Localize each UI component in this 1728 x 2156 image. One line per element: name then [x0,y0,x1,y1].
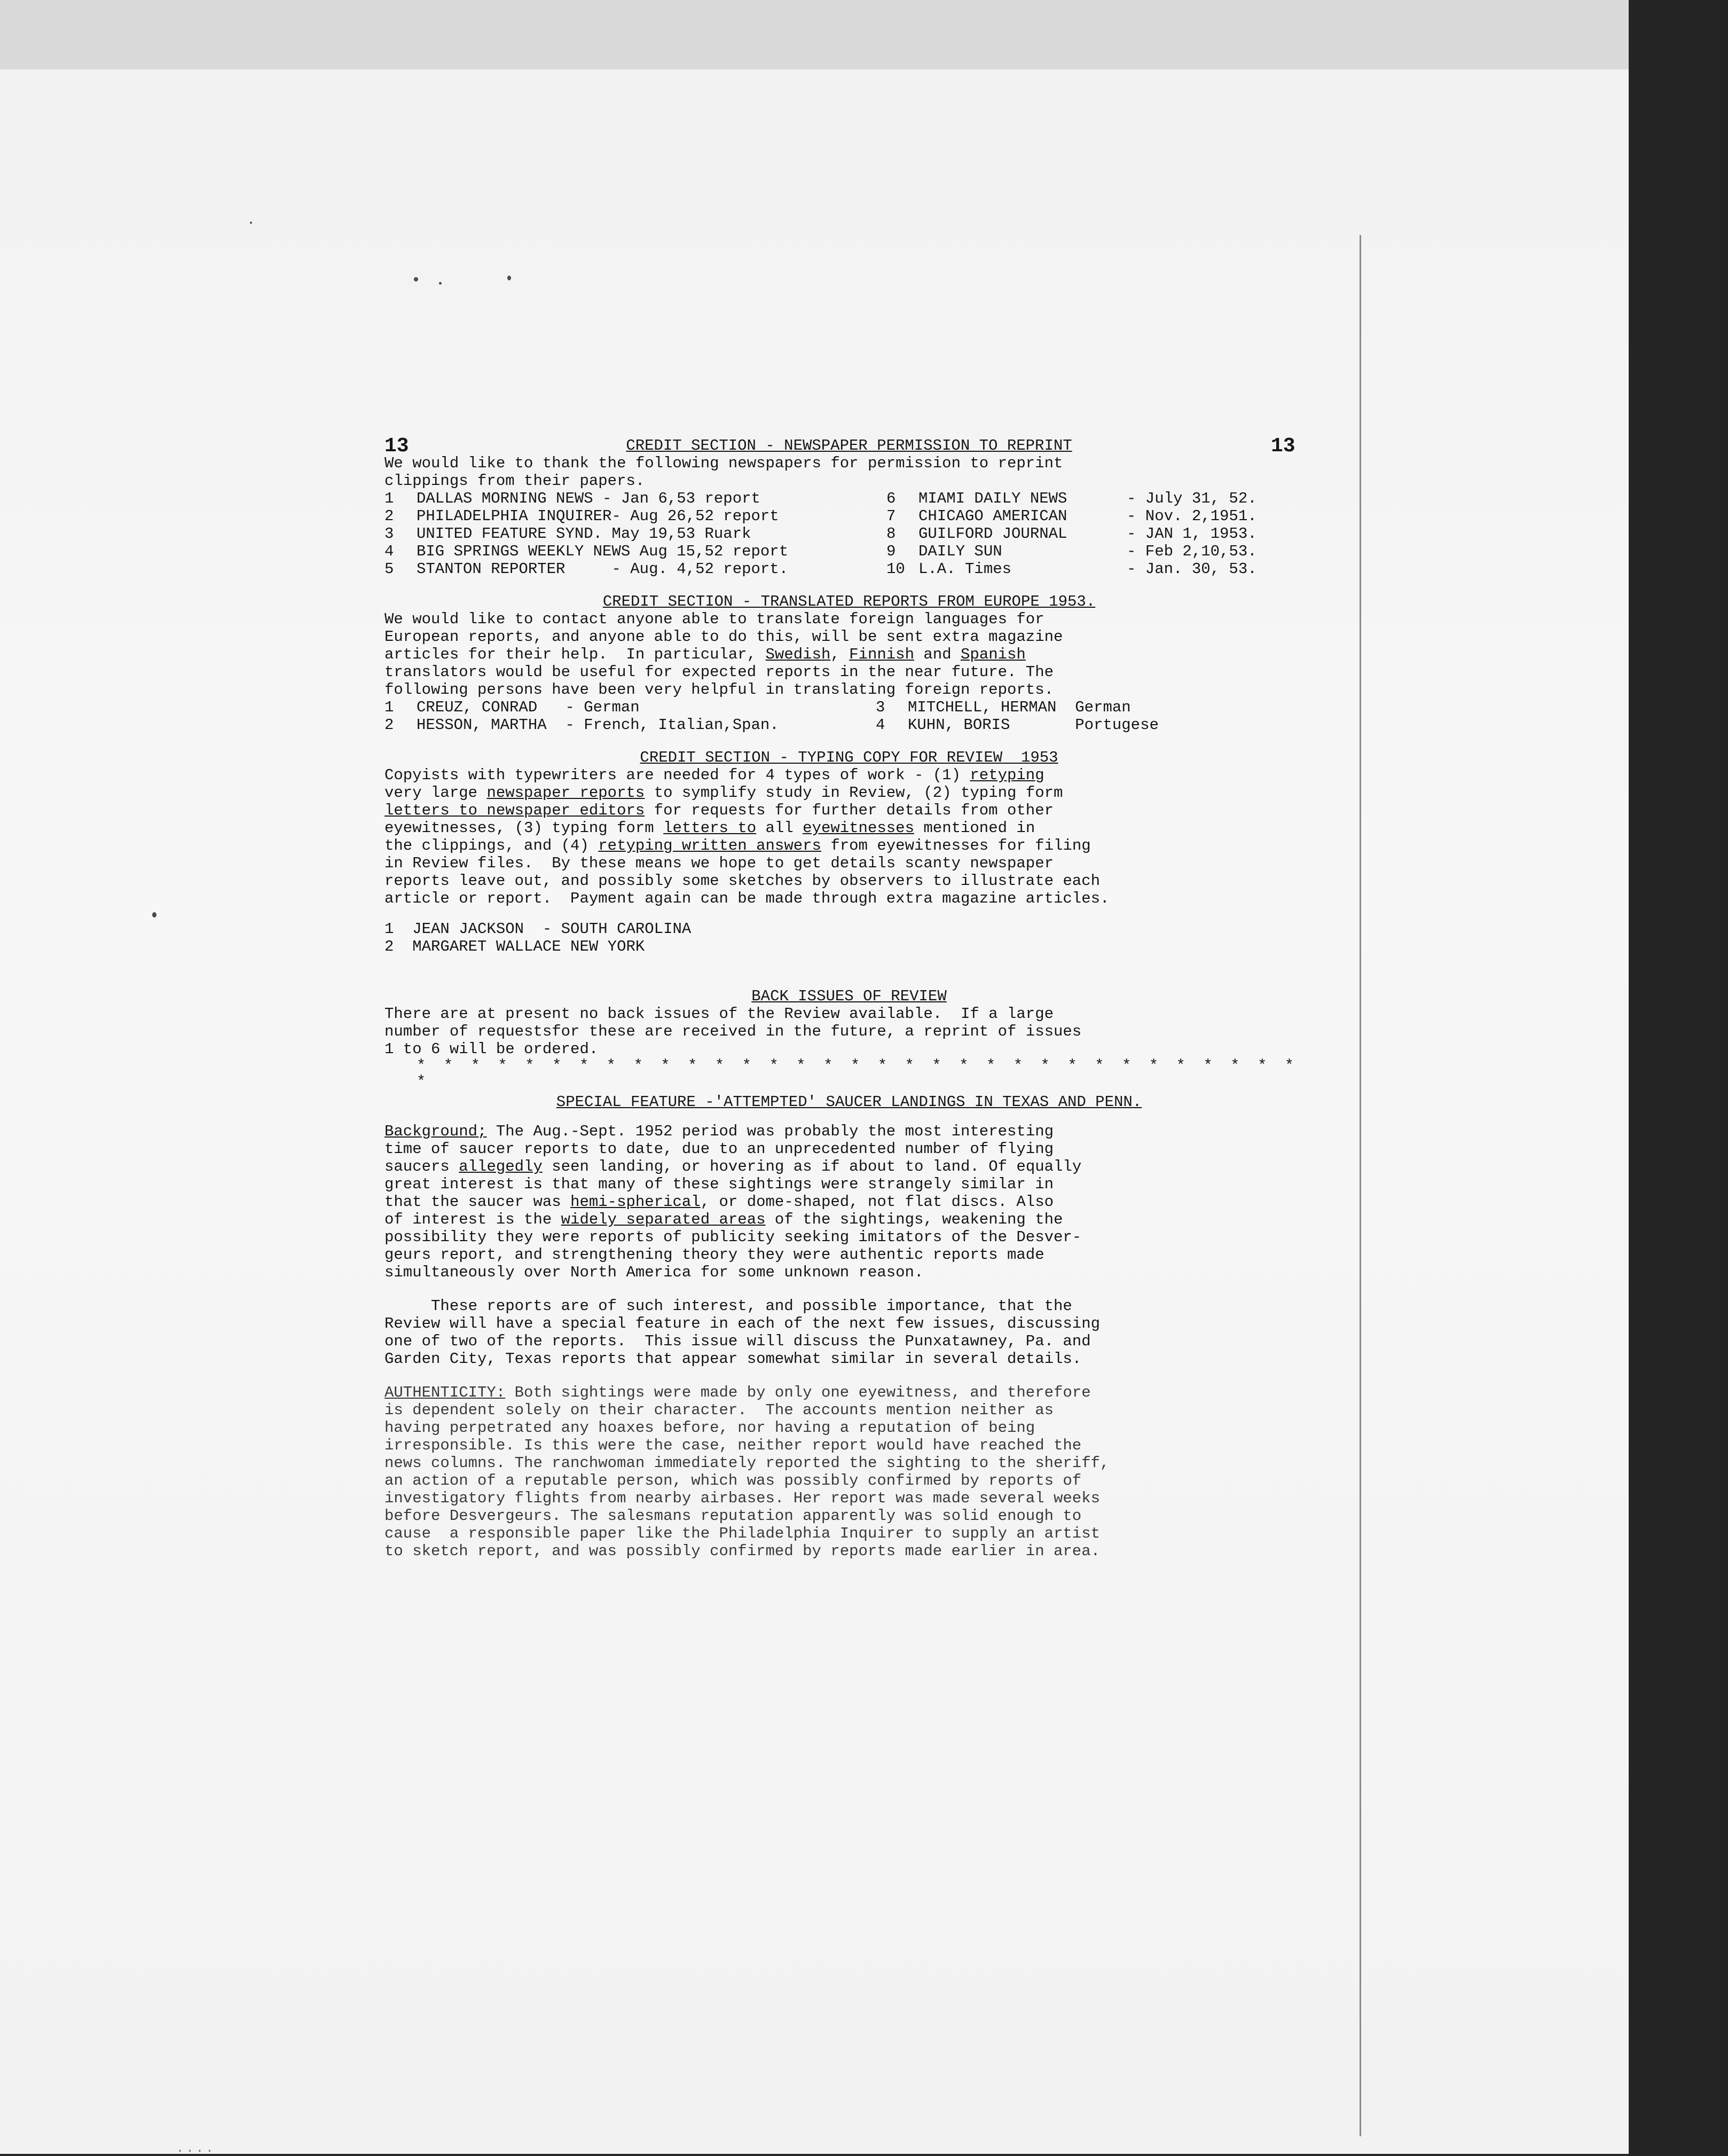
newspaper-list [384,490,1257,578]
dust-speck [414,277,418,281]
text-run: to symplify study in Review, (2) typing form [654,784,1063,802]
item-text: DAILY SUN [918,543,1002,560]
background-paragraph [384,1123,1314,1281]
item-date: - JAN 1, 1953. [1127,525,1257,543]
item-text: CREUZ, CONRAD - German [417,699,640,716]
back-issues-text: There are at present no back issues of the Review available. If a large number of requestsfor these are received in the future, a reprint of issues 1 to 6 will be ordered. [384,1005,1082,1058]
item-num: 3 [384,525,394,543]
text-run: of the sightings, weakening the possibility they were reports of publicity seeking imitators of the Desver- geurs report, and strengthening theory they were authentic reports made simultaneously over North America for some unknown reason. [384,1211,1082,1281]
star-divider: * * * * * * * * * * * * * * * * * * * * * * * * * * * * * * * * * * [417,1057,1299,1091]
list-item [384,716,1159,734]
spacer [384,734,1314,749]
translated-text [384,610,1314,699]
heading-translated [384,593,1314,610]
text-run: for requests for further details from other eyewitnesses, (3) typing form [384,802,1054,837]
item-num: 2 [384,507,394,525]
item-num: 7 [886,507,896,525]
heading-year: 1953 [1002,749,1058,766]
item-num: 4 [384,543,394,560]
item-text: DALLAS MORNING NEWS - Jan 6,53 report [417,490,760,507]
typist-2: 2 MARGARET WALLACE NEW YORK [384,938,645,955]
text-underlined: hemi-spherical [570,1193,701,1211]
text-underlined: Finnish [849,646,914,663]
text-run: translators would be useful for expected reports in the near future. The following persons have been very helpful in translating foreign reports. [384,663,1054,699]
text-run: Copyists with typewriters are needed for 4 types of work - (1) [384,766,970,784]
heading-prefix: CREDIT SECTION - [602,593,761,610]
item-text: KUHN, BORIS Portugese [908,716,1159,734]
spacer [384,1368,1314,1384]
text-run: from eyewitnesses for filing in Review files. By these means we hope to get details scanty newspaper reports leave out, and possibly some sketches by observers to illustrate each article or report. Payment again can be made through extra magazine articles. [384,837,1110,907]
dust-speck [250,222,252,224]
heading-title: TRANSLATED REPORTS FROM EUROPE 1953. [760,593,1096,610]
item-num: 8 [886,525,896,543]
text-run: very large [384,784,478,802]
spacer [384,907,1314,920]
item-num: 4 [876,716,885,734]
text-underlined: Swedish [765,646,831,663]
page-number-left: 13 [384,435,409,458]
text-underlined: allegedly [459,1158,543,1175]
item-text: MITCHELL, HERMAN German [908,699,1131,716]
spacer [384,1281,1314,1297]
item-date: - Nov. 2,1951. [1127,507,1257,525]
dust-speck [152,912,156,918]
list-item [384,560,1257,578]
heading-typing [384,749,1314,766]
scan-edge-marks: .... [176,2142,216,2156]
text-underlined: eyewitnesses [803,819,914,837]
item-num: 1 [384,490,394,507]
text-run: mentioned in the clippings, and (4) [384,819,1035,854]
list-item [384,699,1159,716]
text-run: The Aug.-Sept. 1952 period was probably the most interesting time of saucer reports to date, due to an unprecedented number of flying saucers [384,1123,1054,1175]
heading-back-issues: BACK ISSUES OF REVIEW [751,987,947,1005]
text-underlined: retyping written answers [598,837,821,854]
list-item [384,525,1257,543]
text-underlined: Spanish [961,646,1026,663]
scan-dark-edge [1629,0,1728,2154]
item-num: 5 [384,560,394,578]
list-item [384,507,1257,525]
document-page [384,427,1314,1560]
item-num: 2 [384,716,394,734]
scan-top-border [0,0,1629,69]
importance-paragraph: These reports are of such interest, and possible importance, that the Review will have a special feature in each of the next few issues, discussing one of two of the reports. This issue will discuss the Punxatawney, Pa. and Garden City, Texas reports that appear somewhat similar in several details. [384,1297,1101,1368]
item-text: MIAMI DAILY NEWS [918,490,1067,507]
item-date: - Feb 2,10,53. [1127,543,1257,560]
heading-prefix: CREDIT SECTION - [626,437,784,454]
item-text: STANTON REPORTER - Aug. 4,52 report. [417,560,789,578]
item-text: HESSON, MARTHA - French, Italian,Span. [417,716,779,734]
text-run: all [756,819,803,837]
text-underlined: retyping [970,766,1044,784]
item-date: - Jan. 30, 53. [1127,560,1257,578]
typist-1: 1 JEAN JACKSON - SOUTH CAROLINA [384,920,692,938]
text-run: and [914,646,961,663]
item-num: 9 [886,543,896,560]
heading-newspaper [384,437,1314,454]
text-underlined: newspaper reports [486,784,645,802]
page-number-right: 13 [1271,435,1295,458]
text-underlined: widely separated areas [561,1211,766,1228]
text-underlined: letters to [663,819,757,837]
item-text: L.A. Times [918,560,1012,578]
list-item [384,543,1257,560]
heading-special-feature: SPECIAL FEATURE -'ATTEMPTED' SAUCER LANDINGS IN TEXAS AND PENN. [556,1093,1142,1111]
text-run: , or dome-shaped, not flat discs. Also of interest is the [384,1193,1054,1228]
item-num: 3 [876,699,885,716]
heading-prefix: CREDIT SECTION - [640,749,798,766]
list-item [384,490,1257,507]
dust-speck [439,282,442,285]
item-text: GUILFORD JOURNAL [918,525,1067,543]
dust-speck [507,276,511,280]
text-underlined: letters to newspaper editors [384,802,645,819]
heading-title: NEWSPAPER PERMISSION TO REPRINT [784,437,1072,454]
text-run: Both sightings were made by only one eyewitness, and therefore is dependent solely on their character. The accounts mention neither as having perpetrated any hoaxes before, nor having a reputation of being irresponsible. Is this were the case, neither report would have reached the news columns. The ranchwoman immediately reported the sighting to the sheriff, an action of a reputable person, which was possibly confirmed by reports of investigatory flights from nearby airbases. Her report was made several weeks before Desvergeurs. The salesmans reputation apparently was solid enough to cause a responsible paper like the Philadelphia Inquirer to supply an artist to sketch report, and was possibly confirmed by reports made earlier in area. [384,1384,1110,1560]
text-run: , [830,646,850,663]
item-text: PHILADELPHIA INQUIRER- Aug 26,52 report [417,507,779,525]
newspaper-intro: We would like to thank the following newspapers for permission to reprint clippings from their papers. [384,454,1063,490]
item-text: BIG SPRINGS WEEKLY NEWS Aug 15,52 report [417,543,789,560]
item-text: CHICAGO AMERICAN [918,507,1067,525]
spacer [384,578,1314,593]
spacer [384,1111,1314,1123]
item-date: - July 31, 52. [1127,490,1257,507]
typing-text [384,766,1314,907]
margin-rule [1360,235,1361,2136]
text-run: seen landing, or hovering as if about to land. Of equally great interest is that many of these sightings were strangely similar in that the saucer was [384,1158,1082,1211]
translator-list [384,699,1159,734]
text-run: We would like to contact anyone able to translate foreign languages for European reports, and anyone able to do this, will be sent extra magazine articles for their help. In particular, [384,610,1063,663]
authenticity-paragraph [384,1384,1314,1560]
item-num: 6 [886,490,896,507]
authenticity-label: AUTHENTICITY: [384,1384,506,1401]
heading-title: TYPING COPY FOR REVIEW [798,749,1003,766]
item-text: UNITED FEATURE SYND. May 19,53 Ruark [417,525,751,543]
spacer [384,955,1314,987]
item-num: 1 [384,699,394,716]
item-num: 10 [886,560,905,578]
background-label: Background; [384,1123,487,1140]
